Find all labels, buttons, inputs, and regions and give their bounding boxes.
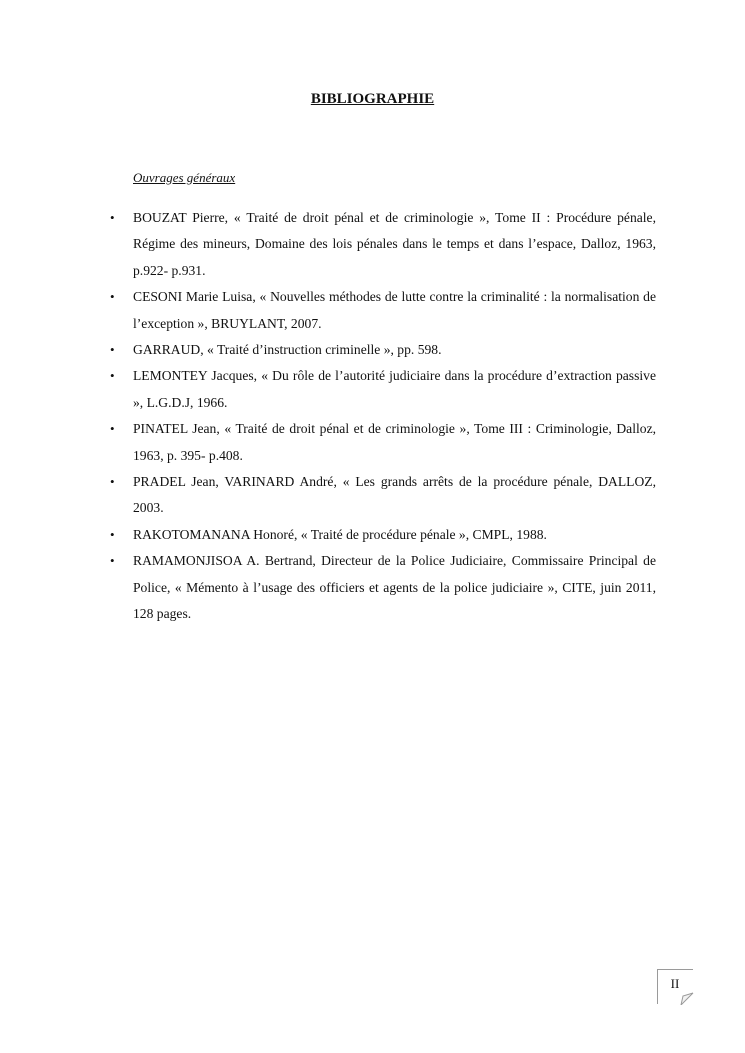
bullet-icon: • bbox=[110, 289, 115, 305]
page-title: BIBLIOGRAPHIE bbox=[310, 91, 435, 107]
bullet-icon: • bbox=[110, 474, 115, 490]
bullet-icon: • bbox=[110, 553, 115, 569]
bullet-icon: • bbox=[110, 526, 115, 542]
entry-text: GARRAUD, « Traité d’instruction criminelle », pp. 598. bbox=[133, 342, 442, 358]
bibliography-entry bbox=[110, 284, 656, 337]
bibliography-entry bbox=[110, 337, 656, 363]
entry-text: BOUZAT Pierre, « Traité de droit pénal et de criminologie », Tome II : Procédure pénale, Régime des mineurs, Domaine des lois pénales dans le temps et dans l’espace, Dalloz, 1963, p.922- p.931. bbox=[133, 210, 656, 278]
entry-text: RAMAMONJISOA A. Bertrand, Directeur de la Police Judiciaire, Commissaire Principal de Police, « Mémento à l’usage des officiers et agents de la police judiciaire », CITE, juin 2011, 128 pages. bbox=[133, 553, 656, 622]
bibliography-entry bbox=[110, 469, 656, 522]
page-number-box bbox=[657, 969, 693, 1004]
entry-text: CESONI Marie Luisa, « Nouvelles méthodes de lutte contre la criminalité : la normalisation de l’exception », BRUYLANT, 2007. bbox=[133, 289, 656, 331]
page-number: II bbox=[670, 976, 680, 991]
entry-text: LEMONTEY Jacques, « Du rôle de l’autorité judiciaire dans la procédure d’extraction passive », L.G.D.J, 1966. bbox=[133, 368, 656, 410]
bullet-icon: • bbox=[110, 342, 115, 358]
bibliography-list bbox=[110, 205, 656, 628]
bibliography-entry bbox=[110, 522, 656, 548]
bibliography-entry bbox=[110, 416, 656, 469]
entry-text: RAKOTOMANANA Honoré, « Traité de procédure pénale », CMPL, 1988. bbox=[133, 526, 547, 542]
bibliography-entry bbox=[110, 363, 656, 416]
bullet-icon: • bbox=[110, 210, 115, 225]
entry-text: PINATEL Jean, « Traité de droit pénal et de criminologie », Tome III : Criminologie, Dalloz, 1963, p. 395- p.408. bbox=[133, 421, 656, 463]
entry-text: PRADEL Jean, VARINARD André, « Les grands arrêts de la procédure pénale, DALLOZ, 2003. bbox=[133, 474, 656, 516]
bullet-icon: • bbox=[110, 421, 115, 437]
bullet-icon: • bbox=[110, 368, 115, 384]
bibliography-entry bbox=[110, 205, 656, 284]
section-heading: Ouvrages généraux bbox=[133, 170, 236, 185]
bibliography-entry bbox=[110, 548, 656, 627]
